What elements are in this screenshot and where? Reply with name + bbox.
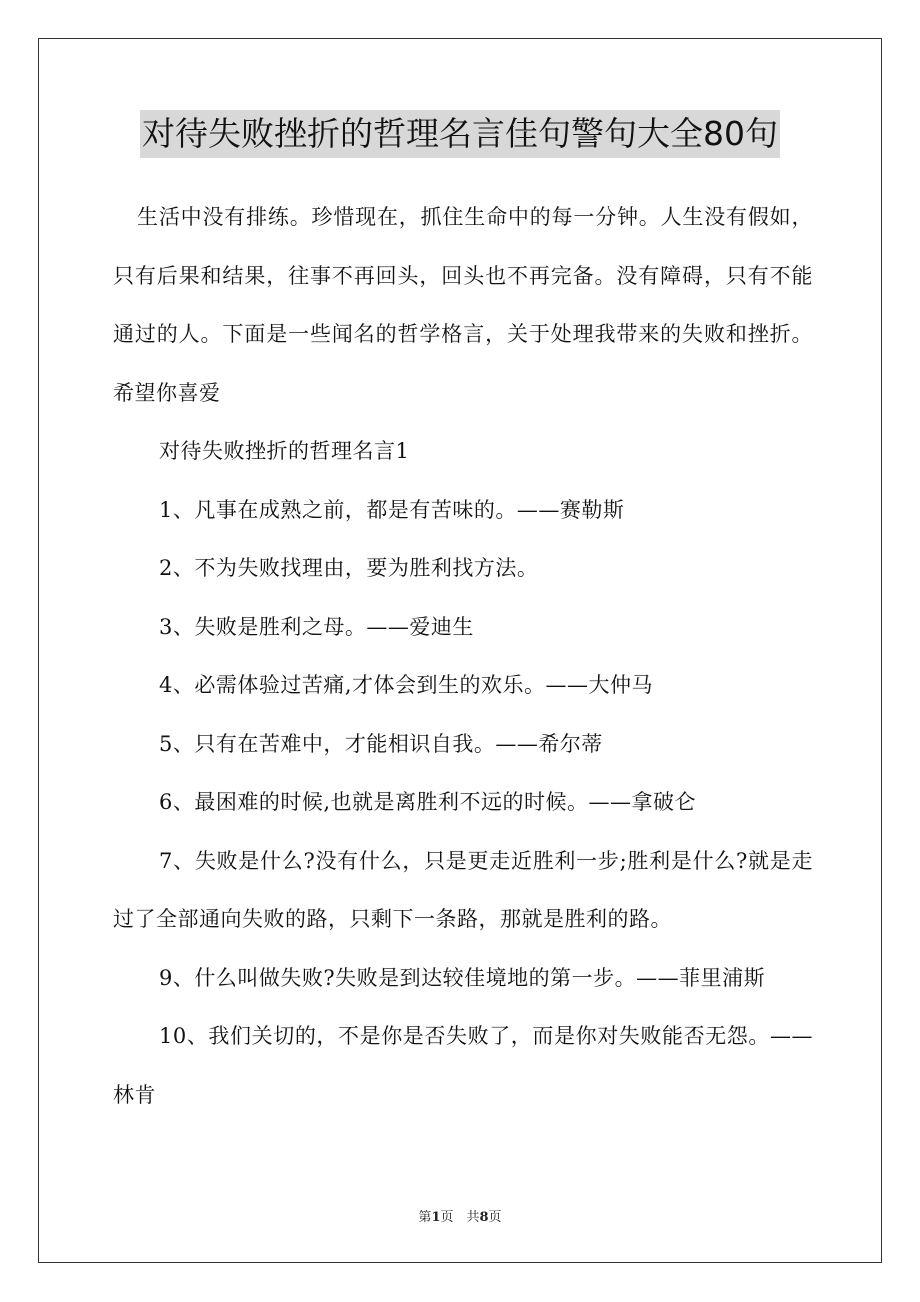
quote-item: 7、失败是什么?没有什么，只是更走近胜利一步;胜利是什么?就是走过了全部通向失败的路，只剩下一条路，那就是胜利的路。 — [113, 848, 813, 931]
quote-item: 10、我们关切的，不是你是否失败了，而是你对失败能否无怨。——林肯 — [113, 1024, 813, 1107]
document-body — [113, 188, 813, 1124]
footer-total-pages: 8 — [479, 1210, 489, 1225]
section-heading: 对待失败挫折的哲理名言1 — [159, 439, 410, 463]
quote-item: 4、必需体验过苦痛,才体会到生的欢乐。——大仲马 — [159, 673, 654, 697]
quote-item: 2、不为失败找理由，要为胜利找方法。 — [159, 556, 539, 580]
footer-page-number: 1 — [431, 1210, 441, 1225]
quote-item: 9、什么叫做失败?失败是到达较佳境地的第一步。——菲里浦斯 — [159, 965, 766, 990]
footer-prefix: 第 — [418, 1210, 432, 1225]
document-title: 对待失败挫折的哲理名言佳句警句大全80句 — [140, 110, 780, 158]
quote-item: 1、凡事在成熟之前，都是有苦味的。——赛勒斯 — [159, 497, 625, 522]
intro-paragraph: 生活中没有排练。珍惜现在，抓住生命中的每一分钟。人生没有假如，只有后果和结果，往事不再回头，回头也不再完备。没有障碍，只有不能通过的人。下面是一些闻名的哲学格言，关于处理我带来的失败和挫折。希望你喜爱 — [113, 205, 813, 405]
page-footer — [0, 1206, 920, 1225]
footer-middle: 页 共 — [440, 1210, 480, 1225]
quote-item: 6、最困难的时候,也就是离胜利不远的时候。——拿破仑 — [159, 790, 697, 814]
title-container — [0, 110, 920, 158]
footer-suffix: 页 — [488, 1210, 502, 1225]
quote-item: 3、失败是胜利之母。——爱迪生 — [159, 614, 474, 639]
quote-item: 5、只有在苦难中，才能相识自我。——希尔蒂 — [159, 731, 603, 756]
